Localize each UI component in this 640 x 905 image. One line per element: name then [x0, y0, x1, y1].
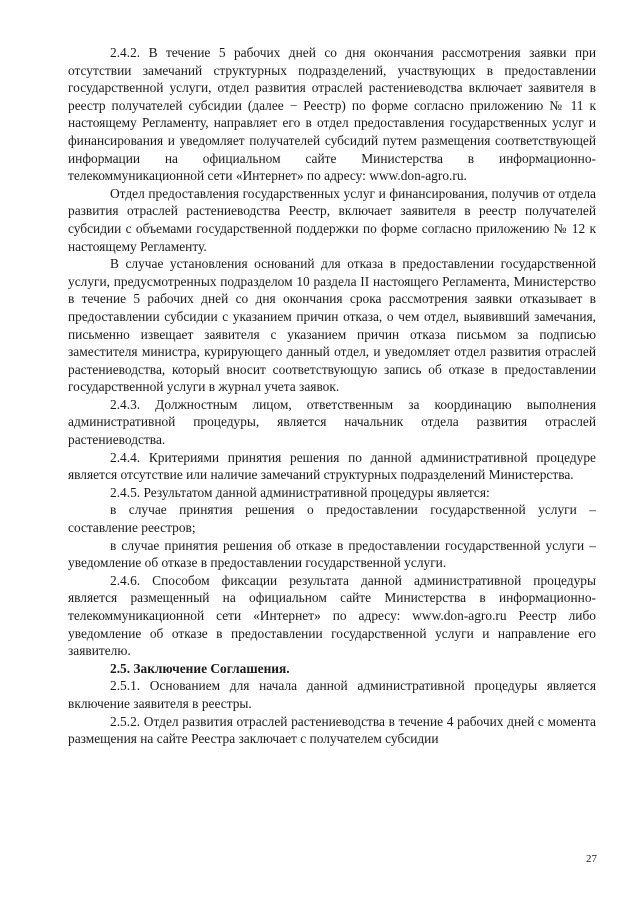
paragraph-registry-inclusion: Отдел предоставления государственных услуг и финансирования, получив от отдела развития отраслей растениеводства Реестр, включает заявителя в реестр получателей субсидии с объемами государственной поддержки по форме согласно приложению № 12 к настоящему Регламенту. [68, 185, 596, 254]
paragraph-2-4-6: 2.4.6. Способом фиксации результата данной административной процедуры является размещенный на официальном сайте Министерства в информационно-телекоммуникационной сети «Интернет» по адресу: www.don-agro.ru Реестр либо уведомление об отказе в предоставлении государственной услуги и направление его заявителю. [68, 572, 596, 659]
paragraph-2-5-2: 2.5.2. Отдел развития отраслей растениеводства в течение 4 рабочих дней с момента размещения на сайте Реестра заключает с получателем субсидии [68, 713, 596, 747]
paragraph-result-approval: в случае принятия решения о предоставлении государственной услуги – составление реестров; [68, 502, 596, 536]
paragraph-result-refusal: в случае принятия решения об отказе в предоставлении государственной услуги – уведомление об отказе в предоставлении государственной услуги. [68, 537, 596, 571]
page-number: 27 [586, 853, 597, 865]
paragraph-2-4-2: 2.4.2. В течение 5 рабочих дней со дня окончания рассмотрения заявки при отсутствии замечаний структурных подразделений, участвующих в предоставлении государственной услуги, отдел развития отраслей растениеводства включает заявителя в реестр получателей субсидии (далее − Реестр) по форме согласно приложению № 11 к настоящему Регламенту, направляет его в отдел предоставления государственных услуг и финансирования и уведомляет получателей субсидий путем размещения соответствующей информации на официальном сайте Министерства в информационно-телекоммуникационной сети «Интернет» по адресу: www.don-agro.ru. [68, 45, 596, 184]
paragraph-2-5-1: 2.5.1. Основанием для начала данной административной процедуры является включение заявителя в реестры. [68, 678, 596, 711]
section-heading-2-5: 2.5. Заключение Соглашения. [110, 660, 290, 676]
paragraph-2-4-4: 2.4.4. Критериями принятия решения по данной административной процедуре является отсутствие или наличие замечаний структурных подразделений Министерства. [68, 449, 596, 483]
paragraph-refusal-grounds: В случае установления оснований для отказа в предоставлении государственной услуги, предусмотренных подразделом 10 раздела II настоящего Регламента, Министерство в течение 5 рабочих дней со дня окончания срока рассмотрения заявки отказывает в предоставлении субсидии с указанием причин отказа, о чем отдел, выявивший замечания, письменно извещает заявителя с указанием причин отказа письмом за подписью заместителя министра, курирующего данный отдел, и уведомляет отдел развития отраслей растениеводства, который вносит соответствующую запись об отказе в предоставлении государственной услуги в журнал учета заявок. [68, 256, 596, 395]
paragraph-2-4-5: 2.4.5. Результатом данной административной процедуры является: [110, 484, 490, 500]
document-body [68, 44, 596, 748]
paragraph-2-4-3: 2.4.3. Должностным лицом, ответственным за координацию выполнения административной процедуры, является начальник отдела развития отраслей растениеводства. [68, 396, 596, 448]
